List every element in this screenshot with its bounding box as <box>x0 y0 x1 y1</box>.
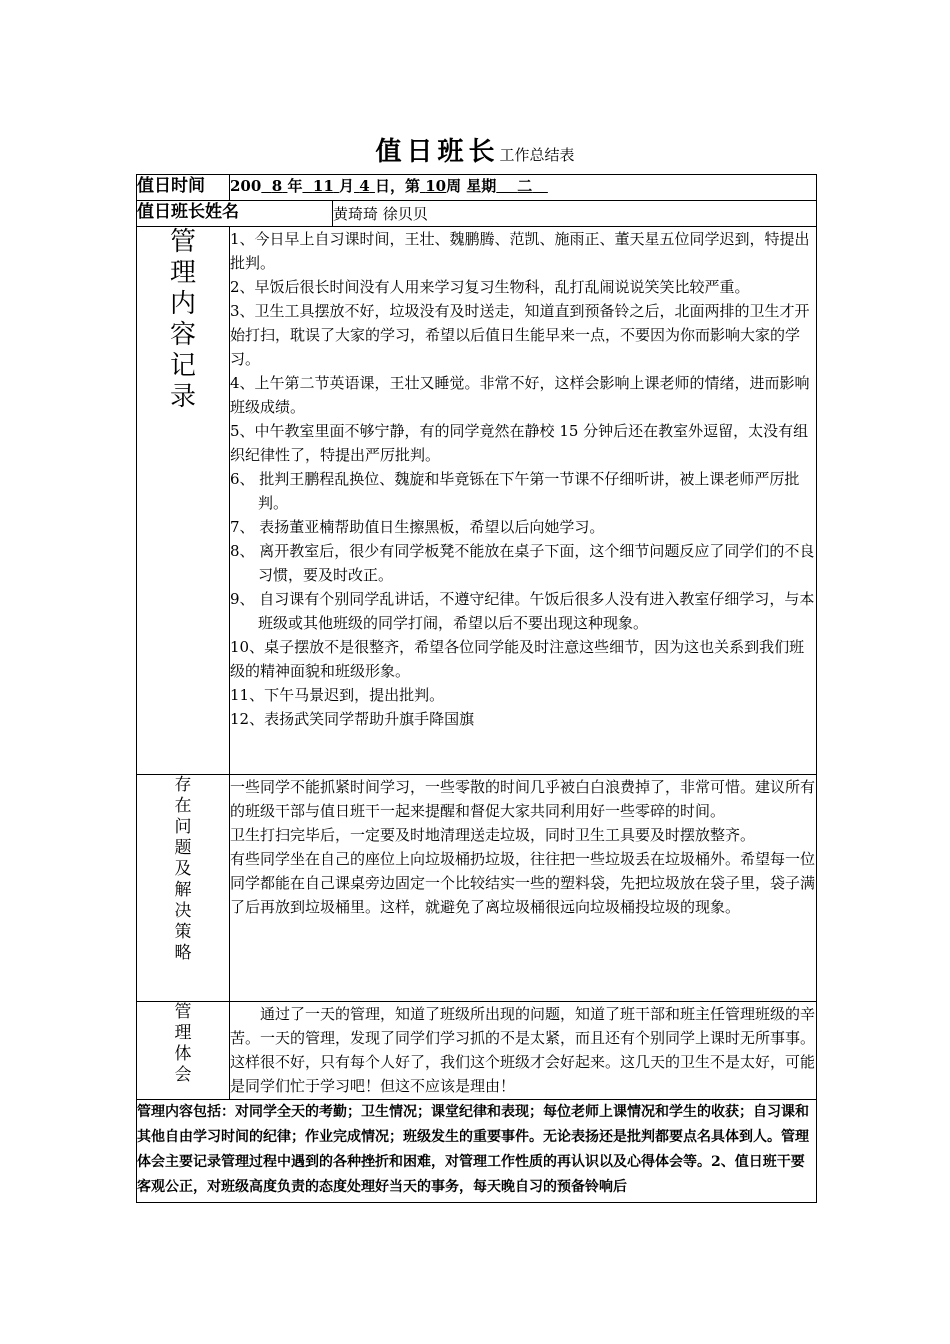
management-item-10: 10、桌子摆放不是很整齐，希望各位同学能及时注意这些细节，因为这也关系到我们班级的精神面貌和班级形象。 <box>230 638 805 680</box>
week-value: 10 <box>425 177 447 195</box>
year-digit: 8 <box>271 177 283 195</box>
management-item-1: 1、今日早上自习课时间，王壮、魏鹏腾、范凯、施雨正、董天星五位同学迟到，特提出批判。 <box>230 230 810 272</box>
problems-content <box>230 775 817 1002</box>
management-item-11: 11、下午马景迟到，提出批判。 <box>230 686 445 704</box>
leader-name-value: 黄琦琦 徐贝贝 <box>333 201 817 227</box>
problems-label: 存在问题及解决策略 <box>137 775 230 1002</box>
management-item-4: 4、上午第二节英语课，王壮又睡觉。非常不好，这样会影响上课老师的情绪，进而影响班级成绩。 <box>230 374 810 416</box>
year-char: 年 <box>287 177 303 195</box>
management-content <box>230 227 817 775</box>
experience-content <box>230 1002 817 1100</box>
management-item-6: 6、 批判王鹏程乱换位、魏旋和毕竟铄在下午第一节课不仔细听讲，被上课老师严厉批判。 <box>230 470 800 512</box>
page-title <box>0 132 950 175</box>
management-item-5: 5、中午教室里面不够宁静，有的同学竟然在静校 15 分钟后还在教室外逗留，太没有组织纪律性了，特提出严厉批判。 <box>230 422 809 464</box>
row-duty-time <box>137 175 817 201</box>
problems-paragraph-3: 有些同学坐在自己的座位上向垃圾桶扔垃圾，往往把一些垃圾丢在垃圾桶外。希望每一位同学都能在自己课桌旁边固定一个比较结实一些的塑料袋，先把垃圾放在袋子里，袋子满了后再放到垃圾桶里。这样，就避免了离垃圾桶很远向垃圾桶投垃圾的现象。 <box>230 850 816 916</box>
summary-table <box>136 174 817 1203</box>
experience-label: 管理体会 <box>137 1002 230 1100</box>
year-prefix: 200 <box>230 177 262 195</box>
title-sub: 工作总结表 <box>499 146 575 164</box>
weekday-value: 二 <box>517 177 533 195</box>
problems-paragraph-1: 一些同学不能抓紧时间学习，一些零散的时间几乎被白白浪费掉了，非常可惜。建议所有的班级干部与值日班干一起来提醒和督促大家共同利用好一些零碎的时间。 <box>230 778 816 820</box>
notes-content <box>137 1100 817 1203</box>
duty-time-label: 值日时间 <box>137 175 230 201</box>
row-notes <box>137 1100 817 1203</box>
experience-paragraph-1: 通过了一天的管理，知道了班级所出现的问题，知道了班干部和班主任管理班级的辛苦。一天的管理，发现了同学们学习抓的不是太紧，而且还有个别同学上课时无所事事。这样很不好，只有每个人好了，我们这个班级才会好起来。这几天的卫生不是太好，可能是同学们忙于学习吧！但这不应该是理由！ <box>230 1005 816 1095</box>
row-problems <box>137 775 817 1002</box>
management-item-7: 7、 表扬董亚楠帮助值日生擦黑板，希望以后向她学习。 <box>230 518 605 536</box>
row-leader-name <box>137 201 817 227</box>
duty-time-value <box>230 175 817 201</box>
month-char: 月 <box>339 177 355 195</box>
management-label: 管理内容记录 <box>137 227 230 775</box>
management-item-8: 8、 离开教室后，很少有同学板凳不能放在桌子下面，这个细节问题反应了同学们的不良习惯，要及时改正。 <box>230 542 815 584</box>
management-item-3: 3、卫生工具摆放不好，垃圾没有及时送走，知道直到预备铃之后，北面两排的卫生才开始打扫，耽误了大家的学习，希望以后值日生能早来一点，不要因为你而影响大家的学习。 <box>230 302 810 368</box>
title-main: 值日班长 <box>375 137 500 167</box>
management-item-2: 2、早饭后很长时间没有人用来学习复习生物科，乱打乱闹说说笑笑比较严重。 <box>230 278 750 296</box>
row-management <box>137 227 817 775</box>
day-value: 4 <box>359 177 370 195</box>
week-char: 周 星期 <box>446 177 497 195</box>
management-item-12: 12、表扬武笑同学帮助升旗手降国旗 <box>230 710 475 728</box>
month-value: 11 <box>312 177 334 195</box>
notes-text: 管理内容包括：对同学全天的考勤；卫生情况；课堂纪律和表现；每位老师上课情况和学生的收获；自习课和其他自由学习时间的纪律；作业完成情况；班级发生的重要事件。无论表扬还是批判都要点名具体到人。管理体会主要记录管理过程中遇到的各种挫折和困难，对管理工作性质的再认识以及心得体会等。2、值日班干要客观公正，对班级高度负责的态度处理好当天的事务，每天晚自习的预备铃响后 <box>137 1104 809 1195</box>
day-char: 日，第 <box>374 177 420 195</box>
problems-paragraph-2: 卫生打扫完毕后，一定要及时地清理送走垃圾，同时卫生工具要及时摆放整齐。 <box>230 826 756 844</box>
row-experience <box>137 1002 817 1100</box>
management-item-9: 9、 自习课有个别同学乱讲话，不遵守纪律。午饭后很多人没有进入教室仔细学习，与本班级或其他班级的同学打闹，希望以后不要出现这种现象。 <box>230 590 815 632</box>
leader-name-label: 值日班长姓名 <box>137 201 333 227</box>
